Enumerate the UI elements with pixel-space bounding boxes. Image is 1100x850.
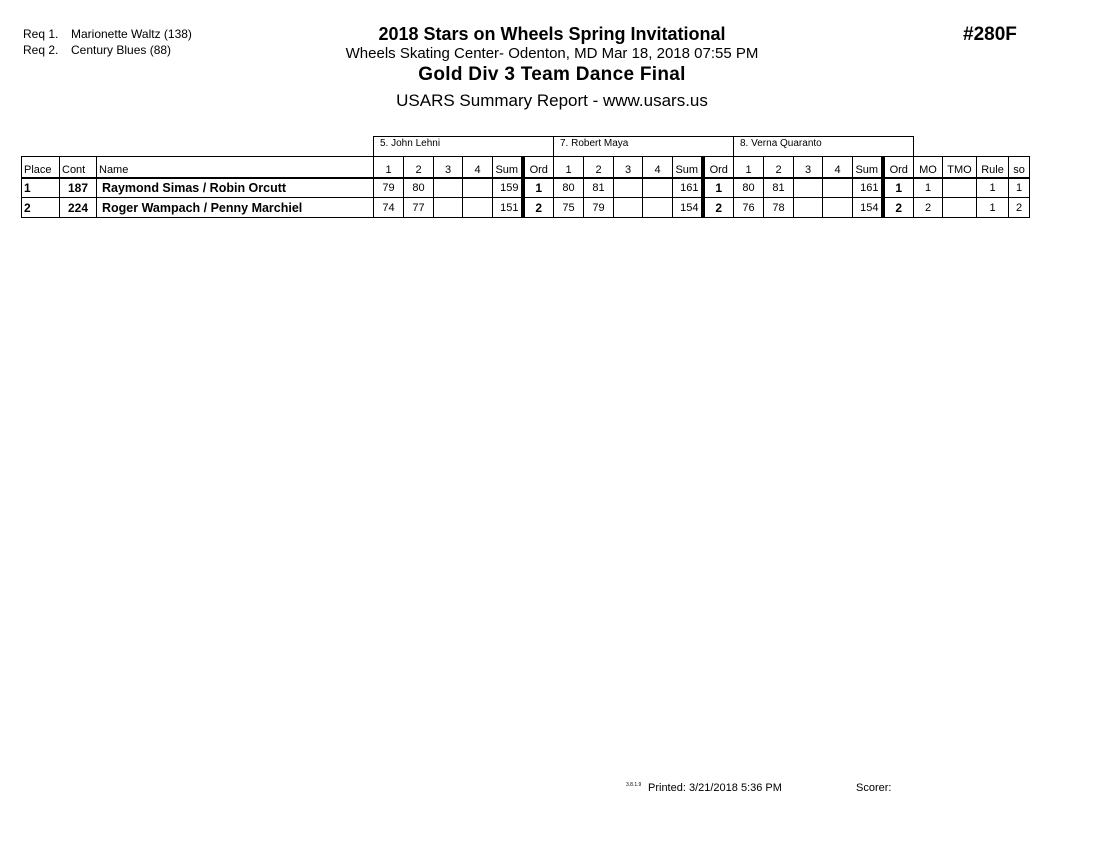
tmo-cell [943,198,977,218]
ord-header: Ord [703,157,734,178]
ord-cell: 2 [883,198,914,218]
requirement-value: Marionette Waltz (138) [71,27,192,41]
mo-cell: 2 [914,198,943,218]
requirement-value: Century Blues (88) [71,43,172,57]
mark-cell: 80 [734,178,764,198]
mark-cell [643,178,673,198]
mark-header: 3 [434,157,463,178]
mark-cell: 79 [374,178,404,198]
name-cell: Raymond Simas / Robin Orcutt [97,178,374,198]
printed-timestamp: Printed: 3/21/2018 5:36 PM [648,782,782,794]
mark-header: 2 [584,157,614,178]
mark-cell [794,178,823,198]
mark-header: 1 [734,157,764,178]
judge-name: 7. Robert Maya [554,137,734,157]
mark-cell: 79 [584,198,614,218]
place-cell: 1 [22,178,60,198]
requirement-label: Req 1. [23,27,59,41]
mark-header: 4 [643,157,673,178]
sum-cell: 161 [673,178,703,198]
venue-date: Wheels Skating Center- Odenton, MD Mar 18, 2018 07:55 PM [345,45,759,62]
software-version: 3.8.1.9 [626,782,642,788]
mark-cell: 81 [764,178,794,198]
mark-cell [463,178,493,198]
ord-header: Ord [883,157,914,178]
judge-name: 5. John Lehni [374,137,554,157]
name-header: Name [97,157,374,178]
judge-name: 8. Verna Quaranto [734,137,914,157]
report-title: USARS Summary Report - www.usars.us [396,91,708,110]
sum-header: Sum [493,157,523,178]
ord-cell: 1 [883,178,914,198]
mark-cell [643,198,673,218]
sum-header: Sum [853,157,883,178]
mark-cell: 80 [554,178,584,198]
mark-header: 2 [764,157,794,178]
judge-header-row [22,137,1030,157]
mark-header: 1 [554,157,584,178]
mark-cell [434,198,463,218]
sum-cell: 151 [493,198,523,218]
cont-cell: 224 [60,198,97,218]
mark-cell: 74 [374,198,404,218]
so-cell: 1 [1009,178,1030,198]
mark-cell [823,178,853,198]
scorer-label: Scorer: [856,782,892,794]
tmo-cell [943,178,977,198]
sum-header: Sum [673,157,703,178]
mark-header: 4 [823,157,853,178]
cont-header: Cont [60,157,97,178]
sum-cell: 161 [853,178,883,198]
results-table [21,136,1030,218]
table-row [22,198,1030,218]
sum-cell: 159 [493,178,523,198]
ord-cell: 2 [703,198,734,218]
mo-header: MO [914,157,943,178]
mark-header: 2 [404,157,434,178]
mark-cell: 81 [584,178,614,198]
mark-cell: 75 [554,198,584,218]
mark-header: 3 [794,157,823,178]
competition-title: 2018 Stars on Wheels Spring Invitational [378,24,726,44]
cont-cell: 187 [60,178,97,198]
mark-header: 4 [463,157,493,178]
table-row [22,178,1030,198]
sum-cell: 154 [673,198,703,218]
mo-cell: 1 [914,178,943,198]
requirement-label: Req 2. [23,43,59,57]
mark-cell: 77 [404,198,434,218]
so-header: so [1009,157,1030,178]
mark-cell: 76 [734,198,764,218]
ord-cell: 1 [703,178,734,198]
ord-cell: 2 [523,198,554,218]
mark-cell: 80 [404,178,434,198]
column-header-row [22,157,1030,178]
sum-cell: 154 [853,198,883,218]
mark-cell [463,198,493,218]
mark-cell: 78 [764,198,794,218]
so-cell: 2 [1009,198,1030,218]
mark-header: 3 [614,157,643,178]
mark-cell [794,198,823,218]
mark-cell [823,198,853,218]
mark-cell [614,198,643,218]
mark-cell [434,178,463,198]
mark-header: 1 [374,157,404,178]
mark-cell [614,178,643,198]
tmo-header: TMO [943,157,977,178]
ord-cell: 1 [523,178,554,198]
place-cell: 2 [22,198,60,218]
rule-cell: 1 [977,198,1009,218]
ord-header: Ord [523,157,554,178]
rule-header: Rule [977,157,1009,178]
place-header: Place [22,157,60,178]
event-title: Gold Div 3 Team Dance Final [418,64,686,85]
name-cell: Roger Wampach / Penny Marchiel [97,198,374,218]
rule-cell: 1 [977,178,1009,198]
event-number: #280F [963,24,1017,45]
